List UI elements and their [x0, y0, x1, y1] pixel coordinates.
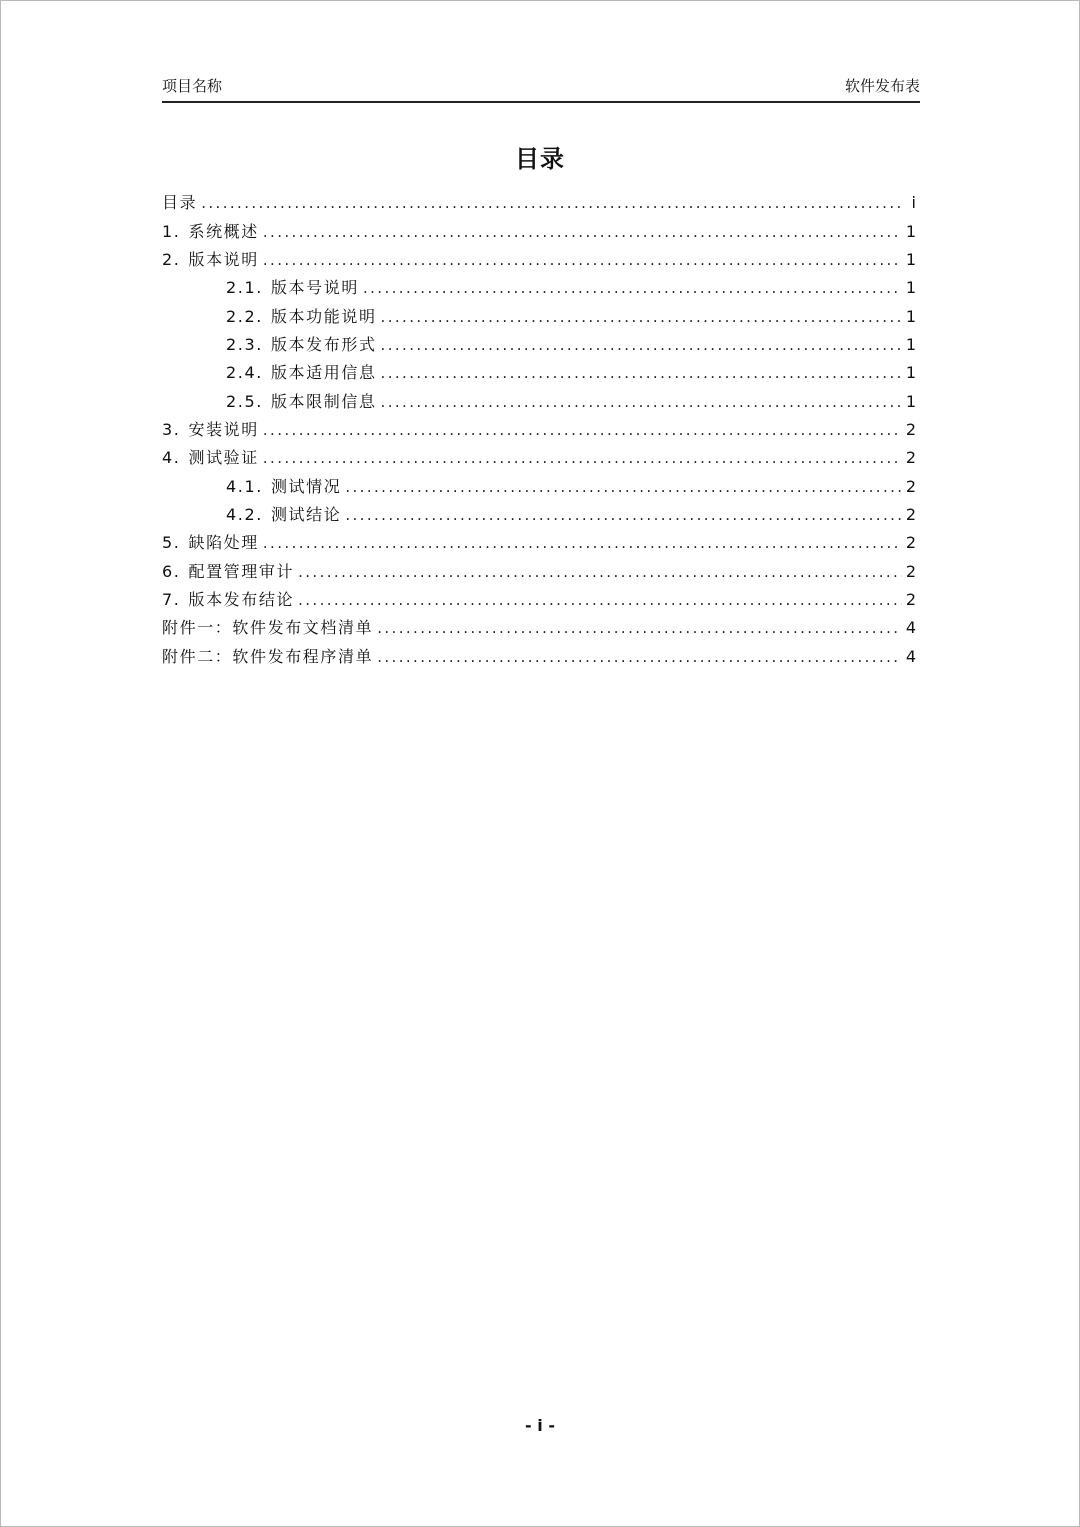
toc-entry[interactable]	[162, 331, 916, 359]
toc-entry-number: 3.	[162, 419, 181, 439]
toc-entry-page: 2	[905, 448, 916, 468]
toc-dot-leader	[381, 359, 902, 387]
toc-dot-leader	[345, 501, 901, 529]
toc-dot-leader	[381, 388, 902, 416]
toc-dot-leader	[263, 246, 902, 274]
toc-title: 目录	[515, 145, 565, 173]
toc-dot-leader	[363, 274, 902, 302]
toc-entry[interactable]	[162, 416, 916, 444]
toc-dot-leader	[377, 643, 902, 671]
toc-entry-number: 4.	[162, 448, 181, 468]
toc-entry-number: 5.	[162, 533, 181, 553]
toc-dot-leader	[263, 218, 902, 246]
toc-entry-number: 2.3.	[226, 334, 263, 354]
toc-entry-number: 6.	[162, 561, 181, 581]
toc-entry-page: 4	[905, 618, 916, 638]
toc-entry[interactable]	[162, 586, 916, 614]
toc-entry-label: 测试情况	[270, 476, 342, 496]
toc-entry-page: 1	[905, 334, 916, 354]
toc-entry-label: 版本号说明	[270, 278, 359, 298]
toc-entry-label: 测试结论	[270, 504, 342, 524]
toc-dot-leader	[298, 586, 902, 614]
toc-dot-leader	[263, 444, 902, 472]
toc-entry-page: 4	[905, 646, 916, 666]
toc-entry[interactable]	[162, 642, 916, 670]
table-of-contents	[162, 189, 916, 671]
toc-entry-page: 2	[905, 561, 916, 581]
footer-page-number: - i -	[525, 1416, 555, 1435]
toc-entry-label: 缺陷处理	[188, 533, 259, 553]
toc-dot-leader	[377, 614, 902, 642]
toc-entry[interactable]	[162, 302, 916, 330]
toc-entry-page: 2	[905, 419, 916, 439]
toc-entry[interactable]	[162, 444, 916, 472]
toc-entry-page: 1	[905, 363, 916, 383]
toc-entry-number: 4.2.	[226, 504, 263, 524]
toc-entry-page: 2	[905, 533, 916, 553]
toc-entry-label: 版本说明	[188, 249, 259, 269]
toc-entry-label: 目录	[162, 193, 198, 213]
toc-dot-leader	[263, 529, 902, 557]
header-project-name: 项目名称	[162, 77, 223, 95]
toc-entry-page: 1	[905, 306, 916, 326]
toc-entry-page: 1	[905, 221, 916, 241]
toc-entry-label: 版本功能说明	[270, 306, 377, 326]
toc-entry-page: 2	[905, 476, 916, 496]
toc-entry-number: 7.	[162, 589, 181, 609]
toc-entry-page: 2	[905, 589, 916, 609]
toc-entry-label: 附件一：软件发布文档清单	[162, 618, 374, 638]
toc-entry-label: 版本限制信息	[270, 391, 377, 411]
toc-entry-number: 2.	[162, 249, 181, 269]
toc-entry-number: 2.4.	[226, 363, 263, 383]
toc-entry-label: 系统概述	[188, 221, 259, 241]
toc-entry[interactable]	[162, 472, 916, 500]
toc-entry[interactable]	[162, 359, 916, 387]
toc-entry-label: 配置管理审计	[188, 561, 295, 581]
toc-entry-label: 版本发布结论	[188, 589, 295, 609]
toc-dot-leader	[381, 331, 902, 359]
toc-entry-label: 版本发布形式	[270, 334, 377, 354]
toc-entry[interactable]	[162, 217, 916, 245]
toc-entry-page: 2	[905, 504, 916, 524]
toc-entry-number: 2.2.	[226, 306, 263, 326]
toc-entry-label: 安装说明	[188, 419, 259, 439]
toc-entry-number: 4.1.	[226, 476, 263, 496]
toc-dot-leader	[345, 473, 901, 501]
toc-entry[interactable]	[162, 387, 916, 415]
toc-entry[interactable]	[162, 274, 916, 302]
toc-entry[interactable]	[162, 614, 916, 642]
toc-entry-number: 1.	[162, 221, 181, 241]
toc-entry-label: 测试验证	[188, 448, 259, 468]
toc-entry-number: 2.5.	[226, 391, 263, 411]
toc-entry-label: 附件二：软件发布程序清单	[162, 646, 374, 666]
toc-entry-page: i	[911, 193, 916, 213]
toc-entry[interactable]	[162, 557, 916, 585]
toc-dot-leader	[381, 303, 902, 331]
toc-entry-page: 1	[905, 391, 916, 411]
toc-entry[interactable]	[162, 246, 916, 274]
toc-entry-page: 1	[905, 278, 916, 298]
toc-entry[interactable]	[162, 529, 916, 557]
toc-dot-leader	[201, 189, 902, 217]
toc-dot-leader	[298, 558, 902, 586]
toc-entry[interactable]	[162, 501, 916, 529]
toc-dot-leader	[263, 416, 902, 444]
toc-entry[interactable]	[162, 189, 916, 217]
toc-entry-label: 版本适用信息	[270, 363, 377, 383]
page-header	[162, 74, 920, 103]
header-document-type: 软件发布表	[844, 77, 920, 95]
toc-entry-page: 1	[905, 249, 916, 269]
toc-entry-number: 2.1.	[226, 278, 263, 298]
